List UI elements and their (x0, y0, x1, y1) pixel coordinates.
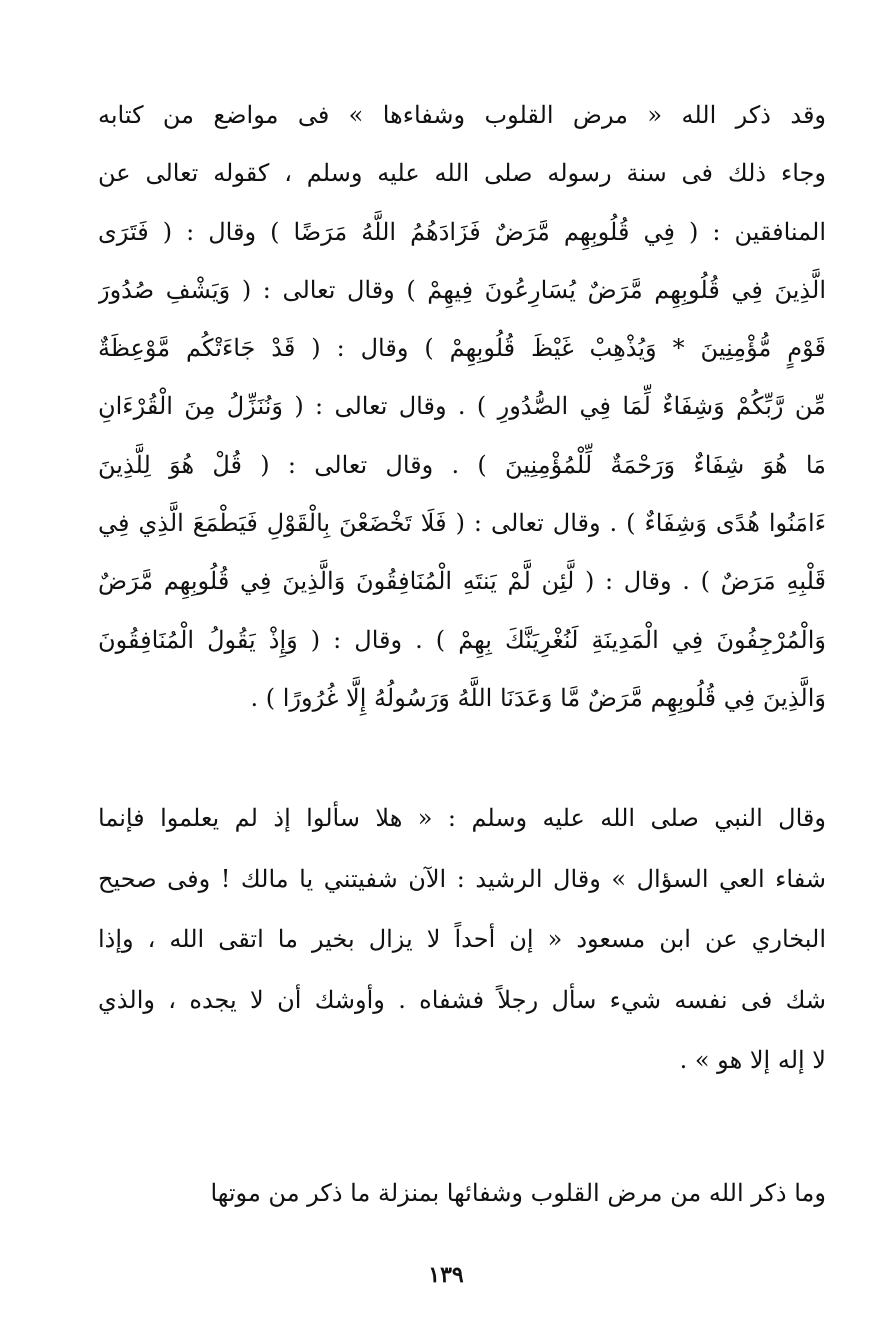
text-line: وما ذكر الله من مرض القلوب وشفائها بمنزلة ما ذكر من موتها (210, 1179, 826, 1207)
text-line: لا إله إلا هو » . (679, 1046, 826, 1074)
text-line: مَا هُوَ شِفَاءٌ وَرَحْمَةٌ لِّلْمُؤْمِنِينَ ) . وقال تعالى : ( قُلْ هُوَ لِلَّذِينَ (98, 450, 826, 479)
text-line: شفاء العي السؤال » وقال الرشيد : الآن شفيتني يا مالك ! وفى صحيح (98, 864, 826, 893)
text-line: شك فى نفسه شيء سأل رجلاً فشفاه . وأوشك أن لا يجده ، والذي (98, 985, 826, 1014)
text-line: مِّن رَّبِّكُمْ وَشِفَاءٌ لِّمَا فِي الصُّدُورِ ) . وقال تعالى : ( وَنُنَزِّلُ مِنَ الْقُرْءَانِ (98, 392, 826, 421)
text-line: وقد ذكر الله « مرض القلوب وشفاءها » فى مواضع من كتابه (98, 101, 826, 129)
paragraph-quranic-verses (98, 86, 826, 727)
page-number: ١٣٩ (428, 1262, 464, 1288)
text-line: وجاء ذلك فى سنة رسوله صلى الله عليه وسلم ، كقوله تعالى عن (98, 159, 826, 188)
paragraph-hadith (98, 788, 826, 1091)
text-line: المنافقين : ( فِي قُلُوبِهِم مَّرَضٌ فَزَادَهُمُ اللَّهُ مَرَضًا ) وقال : ( فَتَرَى (98, 217, 826, 246)
text-line: الَّذِينَ فِي قُلُوبِهِم مَّرَضٌ يُسَارِعُونَ فِيهِمْ ) وقال تعالى : ( وَيَشْفِ صُدُورَ (98, 275, 826, 304)
text-line: قَلْبِهِ مَرَضٌ ) . وقال : ( لَّئِن لَّمْ يَنتَهِ الْمُنَافِقُونَ وَالَّذِينَ فِي قُلُوبِهِم مَّرَضٌ (98, 567, 826, 596)
text-line: قَوْمٍ مُّؤْمِنِينَ * وَيُذْهِبْ غَيْظَ قُلُوبِهِمْ ) وقال : ( قَدْ جَاءَتْكُم مَّوْعِظَةٌ (98, 334, 826, 363)
text-line: البخاري عن ابن مسعود « إن أحداً لا يزال بخير ما اتقى الله ، وإذا (98, 925, 826, 953)
paragraph-closing (98, 1164, 826, 1222)
text-line: وَالَّذِينَ فِي قُلُوبِهِم مَّرَضٌ مَّا وَعَدَنَا اللَّهُ وَرَسُولُهُ إِلَّا غُرُورًا ) . (250, 683, 826, 712)
text-line: وقال النبي صلى الله عليه وسلم : « هلا سألوا إذ لم يعلموا فإنما (98, 804, 826, 832)
text-line: ءَامَنُوا هُدًى وَشِفَاءٌ ) . وقال تعالى : ( فَلَا تَخْضَعْنَ بِالْقَوْلِ فَيَطْمَعَ الَّذِي فِي (98, 509, 826, 538)
text-line: وَالْمُرْجِفُونَ فِي الْمَدِينَةِ لَنُغْرِيَنَّكَ بِهِمْ ) . وقال : ( وَإِذْ يَقُولُ الْمُنَافِقُونَ (98, 625, 826, 654)
